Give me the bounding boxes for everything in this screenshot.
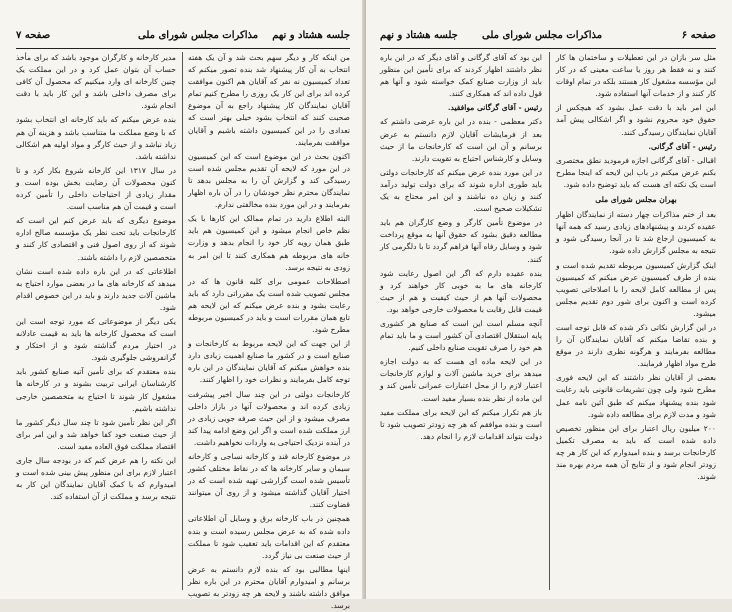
paragraph: در این گزارش نکاتی ذکر شده که قابل توجه است و بنده تقاضا میکنم که آقایان نمایندگان آن را مطالعه بفرمایند و هرگونه نظری دارند در موقع طرح مواد اظهار فرمایند. <box>556 322 716 369</box>
paragraph: دکتر معظمی - بنده در این باره عرضی داشتم که بعد از فرمایشات آقایان لازم دانستم به عرض برسانم و آن این است که کارخانجات ما از حیث وسایل و کارشناس احتیاج به تقویت دارند. <box>380 117 542 163</box>
paragraph: از این جهت که این لایحه مربوط به کارخانجات و صنایع است و در کشور ما صنایع اهمیت زیادی دارد بنده خواهش میکنم که آقایان نمایندگان در این باره توجه کامل بفرمایند و نظرات خود را اظهار کنند. <box>188 339 350 385</box>
paragraph: البته اطلاع دارید در تمام ممالک این کارها با یک نظم خاص انجام میشود و این کمیسیون هم باید طبق همان رویه کار خود را انجام بدهد و وزارت خانه های مربوطه هم همکاری کنند تا این امر به زودی به نتیجه برسد. <box>188 214 350 272</box>
left-page <box>0 0 366 611</box>
section-heading: بهران مجلس شورای ملی <box>595 195 677 205</box>
paragraph: اطلاعاتی که در این باره داده شده است نشان میدهد که کارخانه های ما در بعضی موارد احتیاج به ماشین آلات جدید دارند و باید در این خصوص اقدام شود. <box>16 266 176 312</box>
paragraph: این نکته را هم عرض کنم که در بودجه سال جاری اعتبار لازم برای این منظور پیش بینی شده است و امیدوارم که با کمک آقایان نمایندگان این کار به نتیجه برسد و مملکت از آن استفاده کند. <box>16 456 176 502</box>
speaker-line: رئیس - آقای گرگانی موافقید. <box>447 103 542 113</box>
paragraph: من اینکه کار و دیگر سهم بحث شد و آن یک هفته انتخاب به آن کار پیشنهاد شد بنده تصور میکنم که تعداد کمیسیون نه نفر که آقایان هم اکنون موافقت کرده اند برای این کار یک روزی را مطرح کنیم تمام آقایان نمایندگان کار پیشنهاد راجع به آن موضوع صحبت کنند که انتخاب بشود خیلی بهتر است که تعدادی را در این کمیسیون داشته باشیم و آقایان موافقت بفرمایند. <box>188 53 350 147</box>
paragraph: بنده معتقدم که برای تأمین آتیه صنایع کشور باید کارشناسان ایرانی تربیت بشوند و در کارخانه ها مشغول کار شوند تا احتیاج به متخصصین خارجی نداشته باشیم. <box>16 367 176 413</box>
right-page-number: صفحه ۶ <box>681 30 716 41</box>
right-column-divider <box>549 52 550 590</box>
paragraph: باز هم تکرار میکنم که این لایحه برای مملکت مفید است و بنده موافقم که هر چه زودتر تصویب شود تا دولت بتواند اقدامات لازم را انجام دهد. <box>380 407 542 441</box>
paragraph: اکنون بحث در این موضوع است که این کمیسیون در این مورد که لایحه آن تقدیم مجلس شده است رسیدگی کند و گزارش آن را به مجلس بدهد تا نمایندگان محترم نظر خودشان را در آن باره اظهار بفرمایند و در این مورد بنده مخالفتی ندارم. <box>188 151 350 210</box>
left-running-title: مذاکرات مجلس شورای ملی <box>138 30 259 41</box>
paragraph: در موضوع کارخانه قند و کارخانه نساجی و کارخانه سیمان و سایر کارخانه ها که در نقاط مختلف کشور تأسیس شده است گزارشی تهیه شده است که در اختیار آقایان گذاشته میشود و از روی آن میتوانند قضاوت کنند. <box>188 452 350 510</box>
right-header-rule <box>380 48 716 49</box>
paragraph: این بود که آقای گرگانی و آقای دیگر که در این باره نظر داشتند اظهار کردند که برای تأمین این منظور باید از وزارت صنایع کمک خواسته شود و آنها هم قول داده اند که همکاری کنند. <box>380 53 542 99</box>
paragraph: همچنین در باب کارخانه برق و وسایل آن اطلاعاتی داده شده که به عرض مجلس رسیده است و بنده معتقدم که این اقدامات باید تعقیب شود تا مملکت از حیث صنعت بی نیاز گردد. <box>188 514 350 560</box>
paragraph: اینها مطالبی بود که بنده لازم دانستم به عرض برسانم و امیدوارم آقایان محترم در این باره نظر موافق داشته باشند و لایحه هر چه زودتر به تصویب برسد. <box>188 564 350 611</box>
paragraph: اصطلاحات عمومی برای کلیه قانون ها که در مجلس تصویب شده است یک مقرراتی دارد که باید رعایت بشود و بنده عرض میکنم که این لایحه هم تابع همان مقررات است و باید در کمیسیون مربوطه مطرح شود. <box>188 276 350 335</box>
left-page-number: صفحه ۷ <box>16 30 51 41</box>
right-page <box>366 0 732 599</box>
paragraph: بعضی از آقایان نظر داشتند که این لایحه فوری مطرح شود ولی چون تشریفات قانونی باید رعایت شود بنده پیشنهاد میکنم که طبق آئین نامه عمل شود و مدت لازم برای مطالعه داده شود. <box>556 373 716 419</box>
paragraph: اقبالی - آقای گرگانی اجازه فرمودید نطق مختصری بکنم عرض میکنم در باب این لایحه که اینجا مطرح است یک نکته ای هست که باید توضیح داده شود. <box>556 155 716 189</box>
right-running-title: مذاکرات مجلس شورای ملی <box>482 30 603 41</box>
paragraph: اگر این نظر تأمین شود تا چند سال دیگر کشور ما از حیث صنعت خود کفا خواهد شد و این امر برای اقتصاد مملکت فوق العاده مفید است. <box>16 417 176 451</box>
right-page-header <box>380 30 716 48</box>
paragraph: در سال ۱۳۱۷ این کارخانه شروع بکار کرد و تا کنون محصولات آن رضایت بخش بوده است و مقدار زیادی از احتیاجات داخلی را تأمین کرده است و قیمت آن هم مناسب است. <box>16 165 176 212</box>
right-session-label: جلسه هشتاد و نهم <box>380 30 458 41</box>
paragraph: بنده عرض میکنم که باید کارخانه ای انتخاب بشود که با وضع مملکت ما متناسب باشد و هزینه آن هم زیاد نباشد و از حیث کارگر و مواد اولیه هم اشکالی نداشته باشد. <box>16 115 176 161</box>
paragraph: در موضوع تأمین کارگر و وضع کارگران هم باید مطالعه دقیق بشود که حقوق آنها به موقع پرداخت شود و وسایل رفاه آنها فراهم گردد تا با دلگرمی کار کنند. <box>380 218 542 264</box>
left-page-header <box>16 30 350 48</box>
left-column-divider <box>182 52 183 590</box>
paragraph: موضوع دیگری که باید عرض کنم این است که کارخانجات باید تحت نظر یک مؤسسه صالح اداره شوند که از روی اصول فنی و اقتصادی کار کنند و متخصصین لازم را داشته باشند. <box>16 216 176 262</box>
paragraph: بعد از ختم مذاکرات چهار دسته از نمایندگان اظهار عقیده کردند و پیشنهادهای زیادی رسید که همه آنها به کمیسیون ارجاع شد تا در آنجا رسیدگی شود و نتیجه به مجلس گزارش داده شود. <box>556 210 716 256</box>
right-page-right-column <box>556 52 716 592</box>
paragraph: اینک گزارش کمیسیون مربوطه تقدیم شده است و بنده از طرف کمیسیون عرض میکنم که کمیسیون پس از مطالعه کامل لایحه را با اصلاحاتی تصویب کرده است و اکنون برای شور دوم تقدیم مجلس میشود. <box>556 260 716 318</box>
paragraph: مدیر کارخانه و کارگران موجود باشد که برای مأخذ حساب آن بتوان عمل کرد و در این مملکت یک چنین کارخانه ای وارد میکنیم که محصول آن کافی برای مصرف داخلی باشد و این کار باید با دقت انجام شود. <box>16 53 176 111</box>
right-page-left-column <box>380 52 542 592</box>
left-page-left-column <box>16 52 176 592</box>
paragraph: در این لایحه ماده ای هست که به دولت اجازه میدهد برای خرید ماشین آلات و لوازم کارخانجات اعتبار لازم را از محل اعتبارات عمرانی تأمین کند و این ماده از نظر بنده بسیار مفید است. <box>380 357 542 403</box>
paragraph: در این مورد بنده عرض میکنم که کارخانجات دولتی باید طوری اداره شوند که برای دولت تولید درآمد کنند و زیان ده نباشند و این امر محتاج به یک تشکیلات صحیح است. <box>380 167 542 214</box>
paragraph: این امر باید با دقت عمل بشود که هیچکس از حقوق خود محروم نشود و اگر اشکالی پیش آمد آقایان نمایندگان رسیدگی کنند. <box>556 103 716 137</box>
paragraph: کارخانجات دولتی در این چند سال اخیر پیشرفت زیادی کرده اند و محصولات آنها در بازار داخلی مصرف میشود و از این حیث صرفه جویی زیادی در ارز مملکت شده است و اگر این وضع ادامه پیدا کند در آینده نزدیک احتیاجی به واردات نخواهیم داشت. <box>188 389 350 447</box>
left-page-right-column <box>188 52 350 611</box>
speaker-line: رئیس - آقای گرگانی. <box>648 141 716 151</box>
paragraph: یکی دیگر از موضوعاتی که مورد توجه است این است که محصول کارخانه ها باید به قیمت عادلانه در اختیار مردم گذاشته شود و از احتکار و گرانفروشی جلوگیری شود. <box>16 316 176 363</box>
left-session-label: جلسه هشتاد و نهم <box>272 30 350 41</box>
left-header-rule <box>16 48 350 49</box>
paragraph: بنده عقیده دارم که اگر این اصول رعایت شود کارخانه های ما به خوبی کار خواهند کرد و محصولات آنها هم از حیث کیفیت و هم از حیث قیمت قابل رقابت با محصولات خارجی خواهد بود. <box>380 268 542 314</box>
paragraph: ۲۰۰ میلیون ریال اعتبار برای این منظور تخصیص داده شده است که باید به مصرف تکمیل کارخانجات برسد و بنده امیدوارم که این کار هر چه زودتر انجام شود و از نتایج آن همه مردم بهره مند شوند. <box>556 423 716 482</box>
paragraph: آنچه مسلم است این است که صنایع هر کشوری پایه استقلال اقتصادی آن کشور است و ما باید تمام هم خود را صرف تقویت صنایع داخلی کنیم. <box>380 318 542 353</box>
paragraph: مثل سر بازان در این تعطیلات و ساختمان ها کار کنند و نه فقط هر روز یا ساعت معینی که در کار این مؤسسه مشغول کار هستند بلکه در تمام اوقات کار کنند و از خدمات آنها استفاده شود. <box>556 53 716 99</box>
